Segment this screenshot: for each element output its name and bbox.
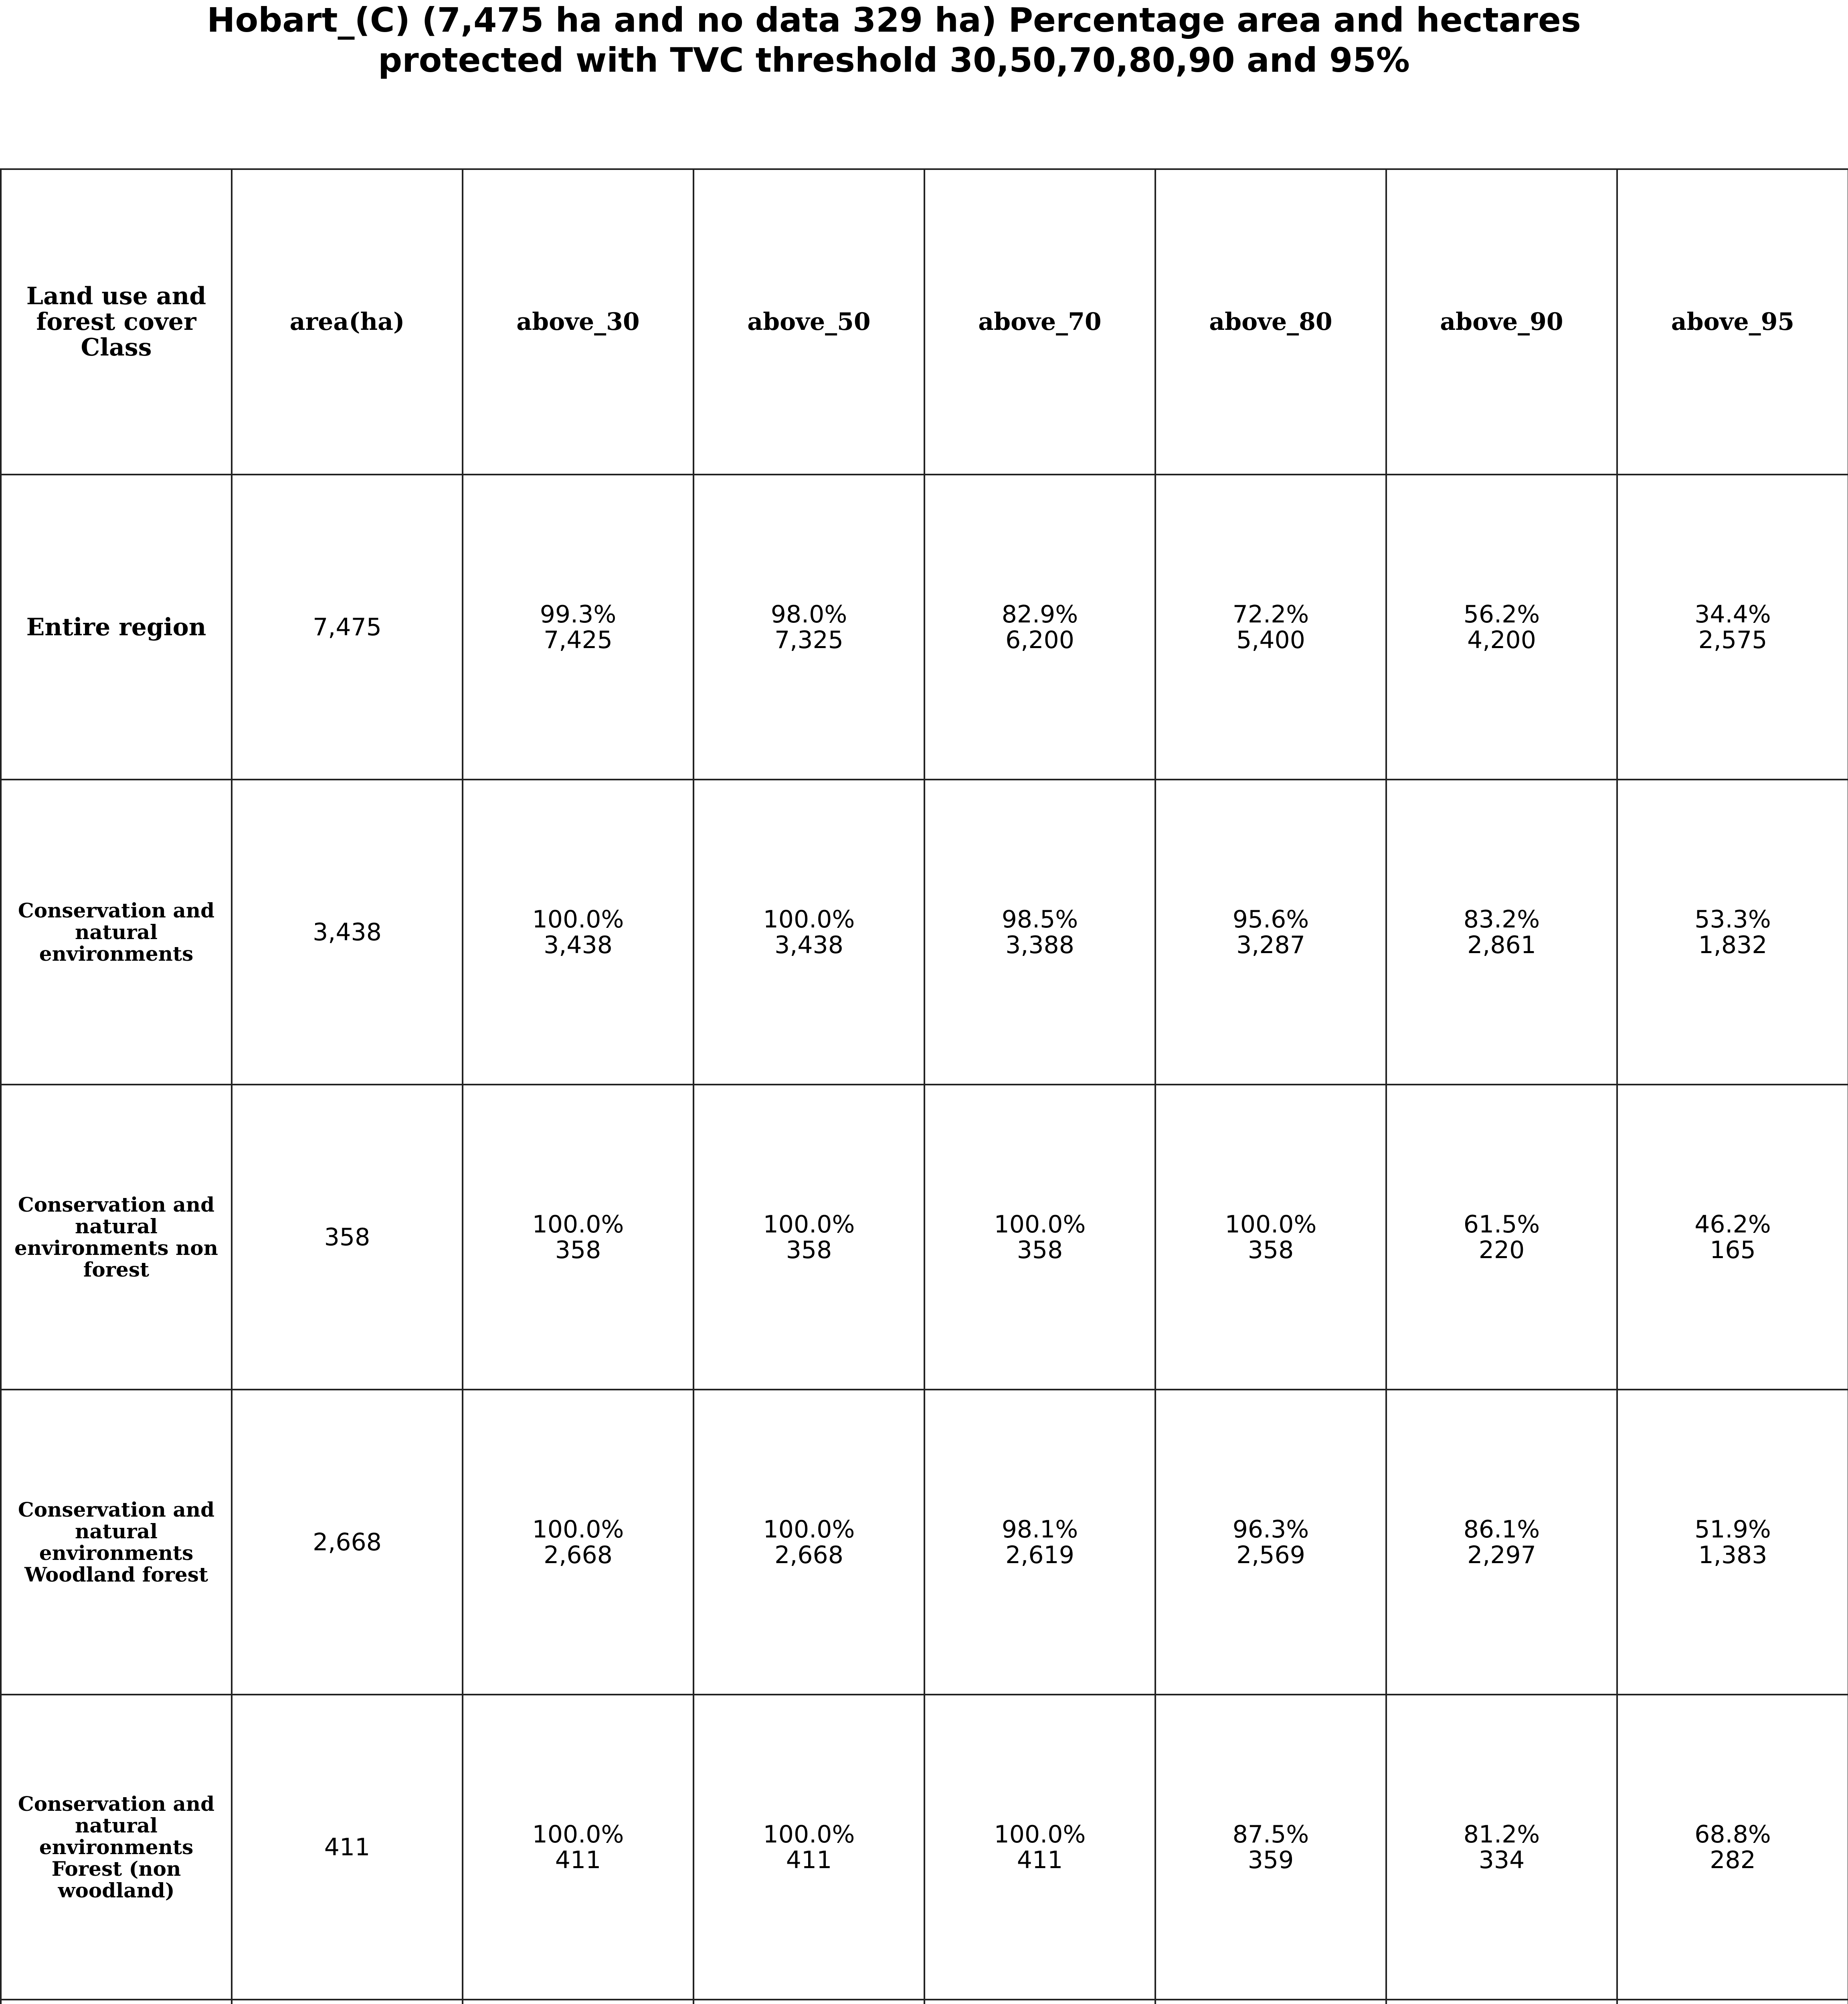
hectare-value: 7,425 (544, 626, 613, 654)
column-header-above-80: above_80 (1155, 169, 1386, 475)
threshold-cell (1386, 2000, 1617, 2004)
threshold-cell (1617, 780, 1848, 1085)
threshold-cell (1617, 1085, 1848, 1390)
hectare-value: 3,388 (1005, 931, 1074, 959)
percent-value: 100.0% (1225, 1210, 1317, 1238)
hectare-value: 411 (1017, 1846, 1063, 1874)
threshold-cell (1386, 475, 1617, 780)
threshold-cell (1155, 2000, 1386, 2004)
hectare-value: 358 (1017, 1236, 1063, 1264)
percent-value: 68.8% (1694, 1820, 1771, 1848)
column-header-above-90: above_90 (1386, 169, 1617, 475)
area-cell: 358 (232, 1085, 463, 1390)
hectare-value: 411 (555, 1846, 601, 1874)
threshold-cell (924, 1390, 1155, 1695)
threshold-cell (463, 475, 694, 780)
threshold-cell (924, 475, 1155, 780)
percent-value: 98.5% (1001, 905, 1078, 933)
hectare-value: 358 (786, 1236, 832, 1264)
threshold-cell (1155, 475, 1386, 780)
hectare-value: 411 (786, 1846, 832, 1874)
percent-value: 81.2% (1463, 1820, 1540, 1848)
area-cell: 7,475 (232, 475, 463, 780)
percent-value: 100.0% (763, 1820, 855, 1848)
hectare-value: 2,668 (544, 1541, 613, 1569)
hectare-value: 3,438 (774, 931, 843, 959)
row-label: Conservation and natural environments Forest (non woodland) (1, 1695, 232, 2000)
percent-value: 100.0% (532, 1820, 624, 1848)
percent-value: 87.5% (1232, 1820, 1309, 1848)
percent-value: 98.0% (770, 600, 847, 628)
threshold-cell (463, 780, 694, 1085)
hectare-value: 2,297 (1467, 1541, 1536, 1569)
hectare-value: 1,832 (1698, 931, 1767, 959)
page-title-line-2: protected with TVC threshold 30,50,70,80,90 and 95% (378, 40, 1410, 80)
area-cell: 3,438 (232, 780, 463, 1085)
percent-value: 53.3% (1694, 905, 1771, 933)
hectare-value: 5,400 (1236, 626, 1305, 654)
hectare-value: 220 (1478, 1236, 1525, 1264)
threshold-cell (924, 1085, 1155, 1390)
hectare-value: 282 (1710, 1846, 1756, 1874)
threshold-cell (463, 1085, 694, 1390)
table-row (1, 1085, 1848, 1390)
threshold-cell (1386, 1390, 1617, 1695)
threshold-cell (1155, 1390, 1386, 1695)
column-header-above-30: above_30 (463, 169, 694, 475)
threshold-cell (1617, 1695, 1848, 2000)
column-header-above-50: above_50 (694, 169, 924, 475)
threshold-cell (694, 780, 924, 1085)
percent-value: 82.9% (1001, 600, 1078, 628)
percent-value: 86.1% (1463, 1515, 1540, 1543)
hectare-value: 3,438 (544, 931, 613, 959)
hectare-value: 2,861 (1467, 931, 1536, 959)
threshold-cell (1617, 1390, 1848, 1695)
column-header-area: area(ha) (232, 169, 463, 475)
percent-value: 100.0% (532, 1210, 624, 1238)
hectare-value: 6,200 (1005, 626, 1074, 654)
percent-value: 100.0% (532, 1515, 624, 1543)
threshold-cell (1386, 1695, 1617, 2000)
hectare-value: 359 (1248, 1846, 1294, 1874)
hectare-value: 2,668 (774, 1541, 843, 1569)
threshold-cell (694, 1695, 924, 2000)
threshold-cell (1617, 2000, 1848, 2004)
table-header-row (1, 169, 1848, 475)
percent-value: 100.0% (763, 1210, 855, 1238)
row-label: Conservation and natural environments non forest (1, 1085, 232, 1390)
percent-value: 34.4% (1694, 600, 1771, 628)
percent-value: 83.2% (1463, 905, 1540, 933)
hectare-value: 334 (1478, 1846, 1525, 1874)
percent-value: 56.2% (1463, 600, 1540, 628)
threshold-cell (463, 2000, 694, 2004)
threshold-cell (924, 1695, 1155, 2000)
threshold-cell (1155, 1085, 1386, 1390)
percent-value: 61.5% (1463, 1210, 1540, 1238)
row-label (1, 2000, 232, 2004)
area-cell: 2,668 (232, 1390, 463, 1695)
page-title-line-1: Hobart_(C) (7,475 ha and no data 329 ha) Percentage area and hectares (207, 0, 1581, 40)
percent-value: 96.3% (1232, 1515, 1309, 1543)
percent-value: 72.2% (1232, 600, 1309, 628)
percent-value: 99.3% (540, 600, 617, 628)
column-header-above-95: above_95 (1617, 169, 1848, 475)
threshold-cell (694, 1085, 924, 1390)
column-header-class: Land use and forest cover Class (1, 169, 232, 475)
threshold-cell (1155, 780, 1386, 1085)
threshold-cell (924, 780, 1155, 1085)
percent-value: 95.6% (1232, 905, 1309, 933)
page-title (0, 0, 1788, 80)
threshold-cell (1617, 475, 1848, 780)
row-label: Conservation and natural environments (1, 780, 232, 1085)
hectare-value: 2,575 (1698, 626, 1767, 654)
area-cell: 411 (232, 1695, 463, 2000)
hectare-value: 2,569 (1236, 1541, 1305, 1569)
threshold-cell (694, 2000, 924, 2004)
table-row (1, 1695, 1848, 2000)
threshold-cell (463, 1695, 694, 2000)
percent-value: 100.0% (994, 1820, 1086, 1848)
row-label: Conservation and natural environments Woodland forest (1, 1390, 232, 1695)
percent-value: 46.2% (1694, 1210, 1771, 1238)
threshold-cell (1155, 1695, 1386, 2000)
hectare-value: 358 (555, 1236, 601, 1264)
hectare-value: 7,325 (774, 626, 843, 654)
table-row (1, 2000, 1848, 2004)
threshold-cell (463, 1390, 694, 1695)
hectare-value: 165 (1710, 1236, 1756, 1264)
threshold-cell (694, 475, 924, 780)
threshold-cell (924, 2000, 1155, 2004)
threshold-cell (1386, 780, 1617, 1085)
hectare-value: 358 (1248, 1236, 1294, 1264)
protection-table (0, 168, 1848, 2004)
table-row (1, 780, 1848, 1085)
percent-value: 51.9% (1694, 1515, 1771, 1543)
threshold-cell (1386, 1085, 1617, 1390)
threshold-cell (694, 1390, 924, 1695)
percent-value: 100.0% (532, 905, 624, 933)
hectare-value: 4,200 (1467, 626, 1536, 654)
hectare-value: 1,383 (1698, 1541, 1767, 1569)
percent-value: 100.0% (763, 905, 855, 933)
percent-value: 100.0% (994, 1210, 1086, 1238)
table-row (1, 1390, 1848, 1695)
area-cell (232, 2000, 463, 2004)
percent-value: 98.1% (1001, 1515, 1078, 1543)
percent-value: 100.0% (763, 1515, 855, 1543)
table-row (1, 475, 1848, 780)
hectare-value: 3,287 (1236, 931, 1305, 959)
hectare-value: 2,619 (1005, 1541, 1074, 1569)
column-header-above-70: above_70 (924, 169, 1155, 475)
row-label: Entire region (1, 475, 232, 780)
